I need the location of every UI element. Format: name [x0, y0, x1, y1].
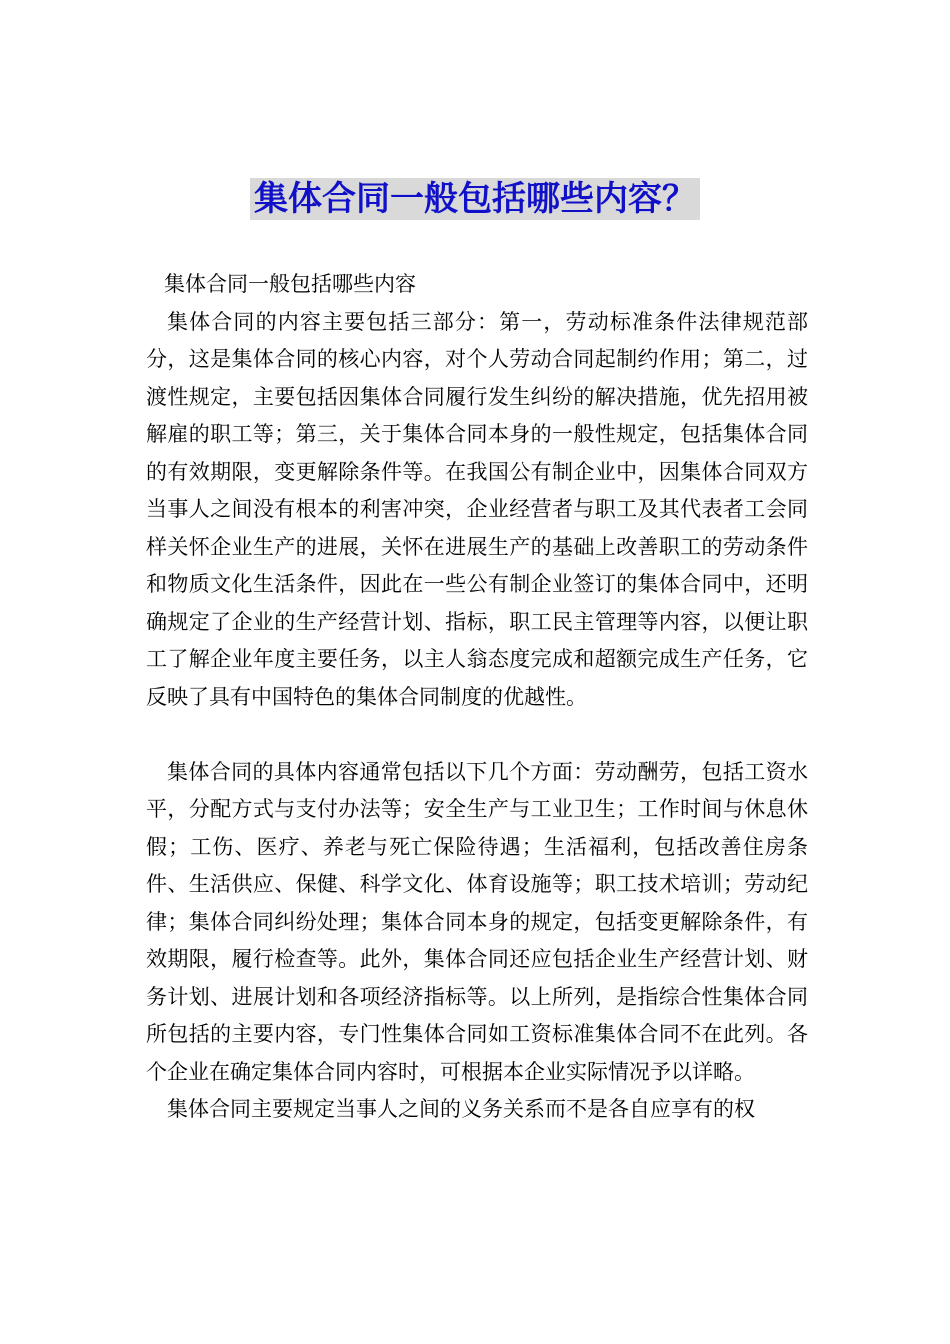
paragraph-contents-overview: 集体合同的内容主要包括三部分：第一，劳动标准条件法律规范部分，这是集体合同的核心内容，对个人劳动合同起制约作用；第二，过渡性规定，主要包括因集体合同履行发生纠纷的解决措施，优先招用被解雇的职工等；第三，关于集体合同本身的一般性规定，包括集体合同的有效期限，变更解除条件等。在我国公有制企业中，因集体合同双方当事人之间没有根本的利害冲突，企业经营者与职工及其代表者工会同样关怀企业生产的进展，关怀在进展生产的基础上改善职工的劳动条件和物质文化生活条件，因此在一些公有制企业签订的集体合同中，还明确规定了企业的生产经营计划、指标，职工民主管理等内容，以便让职工了解企业年度主要任务，以主人翁态度完成和超额完成生产任务，它反映了具有中国特色的集体合同制度的优越性。	[146, 309, 808, 709]
title-container	[0, 178, 950, 220]
document-subtitle: 集体合同一般包括哪些内容	[164, 272, 416, 296]
paragraph-specific-contents: 集体合同的具体内容通常包括以下几个方面：劳动酬劳，包括工资水平，分配方式与支付办法等；安全生产与工业卫生；工作时间与休息休假；工伤、医疗、养老与死亡保险待遇；生活福利，包括改善住房条件、生活供应、保健、科学文化、体育设施等；职工技术培训；劳动纪律；集体合同纠纷处理；集体合同本身的规定，包括变更解除条件，有效期限，履行检查等。此外，集体合同还应包括企业生产经营计划、财务计划、进展计划和各项经济指标等。以上所列，是指综合性集体合同所包括的主要内容，专门性集体合同如工资标准集体合同不在此列。各个企业在确定集体合同内容时，可根据本企业实际情况予以详略。	[146, 759, 808, 1084]
paragraph-spacer	[146, 716, 808, 754]
paragraph-obligations: 集体合同主要规定当事人之间的义务关系而不是各自应享有的权	[167, 1097, 755, 1121]
document-body	[146, 266, 808, 1129]
document-title: 集体合同一般包括哪些内容？	[250, 178, 700, 220]
